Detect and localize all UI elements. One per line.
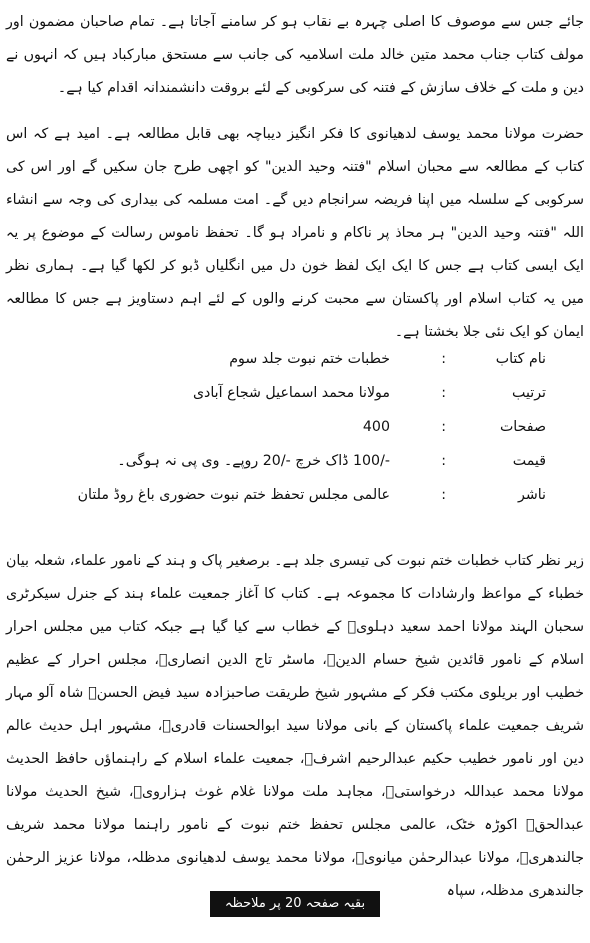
colon: : (441, 487, 446, 503)
pages-value: 400 (362, 419, 390, 435)
publisher-row (6, 481, 584, 515)
publisher-label: ناشر (518, 487, 546, 503)
book-details (6, 345, 584, 515)
price-value: -/100 ڈاک خرچ -/20 روپے۔ وی پی نہ ہوگی۔ (117, 453, 390, 469)
pages-row (6, 413, 584, 447)
intro-paragraph: جائے جس سے موصوف کا اصلی چہرہ بے نقاب ہو کر سامنے آجاتا ہے۔ تمام صاحبان مضمون اور مولف کتاب جناب محمد متین خالد ملت اسلامیہ کی جانب سے مستحق مبارکباد ہیں کہ انہوں نے دین و ملت کے خلاف سازش کے فتنہ کی سرکوبی کے لئے بروقت دانشمندانہ اقدام کیا ہے۔ (6, 14, 584, 96)
colon: : (441, 385, 446, 401)
book-title-label: نام کتاب (495, 351, 546, 367)
compiler-label: ترتیب (512, 385, 546, 401)
review-paragraph: حضرت مولانا محمد یوسف لدھیانوی کا فکر انگیز دیباچہ بھی قابل مطالعہ ہے۔ امید ہے کہ اس کتاب کے مطالعہ سے محبان اسلام "فتنہ وحید الدین" کو اچھی طرح جان سکیں گے اور اس کی سرکوبی کے سلسلہ میں اپنا فریضہ سرانجام دیں گے۔ امت مسلمہ کی بیداری کی وجہ سے انشاء اللہ "فتنہ وحید الدین" ہر محاذ پر ناکام و نامراد ہو گا۔ تحفظ ناموس رسالت کے موضوع پر یہ ایک ایسی کتاب ہے جس کا ایک ایک لفظ خون دل میں انگلیاں ڈبو کر لکھا گیا ہے۔ ہماری نظر میں یہ کتاب اسلام اور پاکستان سے محبت کرنے والوں کے لئے اہم دستاویز ہے جس کا مطالعہ ایمان کو ایک نئی جلا بخشتا ہے۔ (6, 126, 584, 340)
overview-paragraph: زیر نظر کتاب خطبات ختم نبوت کی تیسری جلد ہے۔ برصغیر پاک و ہند کے نامور علماء، شعلہ بیان خطباء کے مواعظ وارشادات کا مجموعہ ہے۔ کتاب کا آغاز جمعیت علماء ہند کے جنرل سیکرٹری سحبان الہند مولانا احمد سعید دہلویؒ کے خطاب سے کیا گیا ہے جبکہ کتاب میں مجلس احرار اسلام کے نامور قائدین شیخ حسام الدینؒ، ماسٹر تاج الدین انصاریؒ، مجلس احرار کے عظیم خطیب اور بریلوی مکتب فکر کے مشہور شیخ طریقت صاحبزادہ سید فیض الحسنؒ شاہ آلو مہار شریف جمعیت علماء پاکستان کے بانی مولانا سید ابوالحسنات قادریؒ، مشہور اہل حدیث عالم دین اور نامور خطیب حکیم عبدالرحیم اشرفؒ، جمعیت علماء اسلام کے راہنماؤں حافظ الحدیث مولانا محمد عبداللہ درخواستیؒ، مجاہد ملت مولانا غلام غوث ہزارویؒ، شیخ الحدیث مولانا عبدالحقؒ اکوڑہ خٹک، عالمی مجلس تحفظ ختم نبوت کے نامور راہنما مولانا محمد شریف جالندھریؒ، مولانا عبدالرحمٰن میانویؒ، مولانا محمد یوسف لدھیانوی مدظلہ، مولانا عزیز الرحمٰن جالندھری مدظلہ، سپاہ (6, 553, 584, 899)
colon: : (441, 351, 446, 367)
continuation-note: بقیہ صفحہ 20 پر ملاحظہ فرمائیں (210, 891, 380, 917)
compiler-row (6, 379, 584, 413)
publisher-value: عالمی مجلس تحفظ ختم نبوت حضوری باغ روڈ ملتان (77, 487, 390, 503)
compiler-value: مولانا محمد اسماعیل شجاع آبادی (192, 385, 390, 401)
pages-label: صفحات (499, 419, 546, 435)
colon: : (441, 419, 446, 435)
book-title-row (6, 345, 584, 379)
book-title-value: خطبات ختم نبوت جلد سوم (229, 351, 390, 367)
colon: : (441, 453, 446, 469)
price-row (6, 447, 584, 481)
price-label: قیمت (512, 453, 546, 469)
